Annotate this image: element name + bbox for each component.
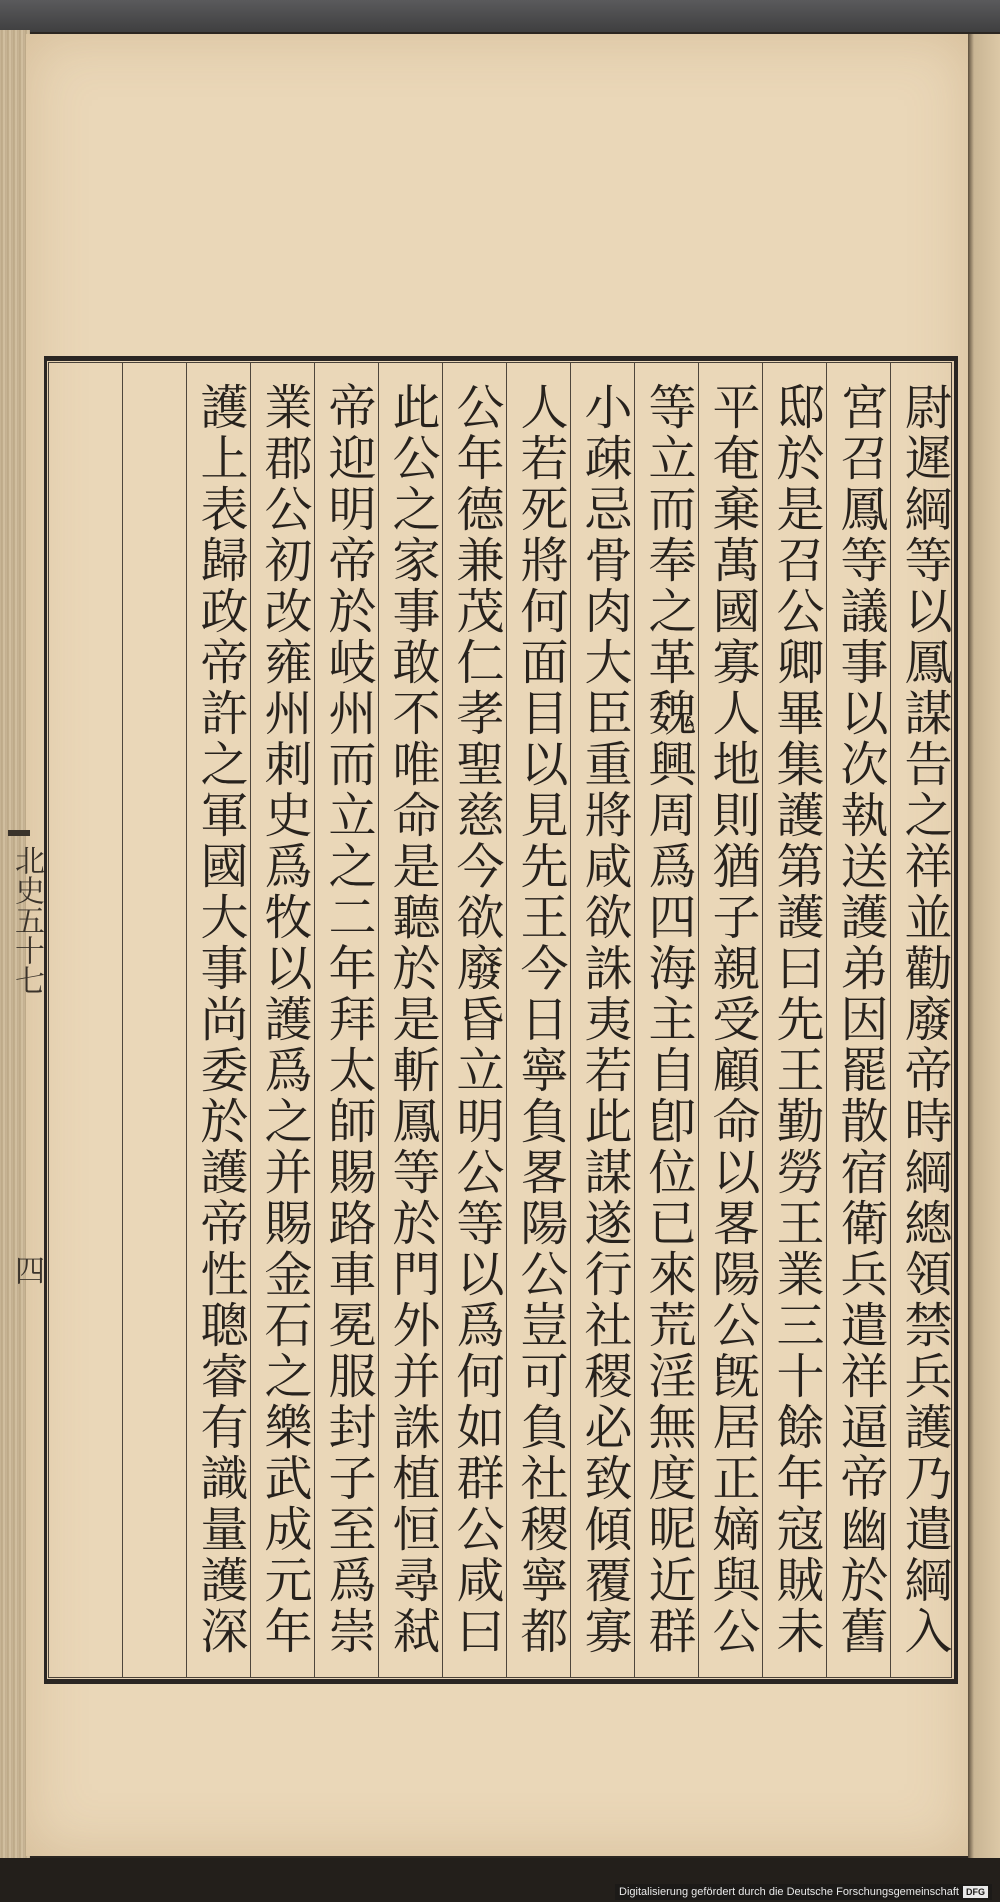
text-column-1: 尉遲綱等以鳳謀告之祥並勸廢帝時綱總領禁兵護乃遣綱入 [896, 382, 952, 1657]
column-rule [570, 362, 571, 1678]
column-rule [762, 362, 763, 1678]
text-column-12: 護上表歸政帝許之軍國大事尚委於護帝性聰睿有識量護深 [192, 382, 248, 1657]
column-rule [378, 362, 379, 1678]
column-rule [506, 362, 507, 1678]
text-column-11: 業郡公初改雍州刺史爲牧以護爲之并賜金石之樂武成元年 [256, 382, 312, 1657]
facing-page-edge [968, 34, 1000, 1864]
folio-number: 四 [9, 1255, 44, 1285]
column-rule [826, 362, 827, 1678]
text-column-4: 平奄棄萬國寡人地則猶子親受顧命以畧陽公旣居正嫡與公 [704, 382, 760, 1657]
text-column-8: 公年德兼茂仁孝聖慈今欲廢昏立明公等以爲何如群公咸曰 [448, 382, 504, 1657]
column-rule [890, 362, 891, 1678]
scanner-top-edge [0, 0, 1000, 32]
column-rule [698, 362, 699, 1678]
column-rule [442, 362, 443, 1678]
column-rule [314, 362, 315, 1678]
fishtail-mark [8, 830, 30, 836]
column-rule [186, 362, 187, 1678]
text-column-9: 此公之家事敢不唯命是聽於是斬鳳等於門外并誅植恒尋弒 [384, 382, 440, 1657]
column-rule [122, 362, 123, 1678]
credit-text: Digitalisierung gefördert durch die Deutsche Forschungsgemeinschaft [619, 1886, 959, 1898]
digitization-credit [615, 1884, 992, 1900]
text-column-7: 人若死將何面目以見先王今日寧負畧陽公豈可負社稷寧都 [512, 382, 568, 1657]
text-column-10: 帝迎明帝於岐州而立之二年拜太師賜路車冕服封子至爲崇 [320, 382, 376, 1657]
column-rule [250, 362, 251, 1678]
text-column-2: 宮召鳳等議事以次執送護弟因罷散宿衛兵遣祥逼帝幽於舊 [832, 382, 888, 1657]
text-column-3: 邸於是召公卿畢集護第護曰先王勤勞王業三十餘年寇賊未 [768, 382, 824, 1657]
dfg-logo: DFG [963, 1886, 988, 1898]
text-column-5: 等立而奉之革魏興周爲四海主自卽位已來荒淫無度昵近群 [640, 382, 696, 1657]
margin-book-title: 北史五十七 [9, 845, 44, 995]
text-column-6: 小疎忌骨肉大臣重將咸欲誅夷若此謀遂行社稷必致傾覆寡 [576, 382, 632, 1657]
column-rule [634, 362, 635, 1678]
